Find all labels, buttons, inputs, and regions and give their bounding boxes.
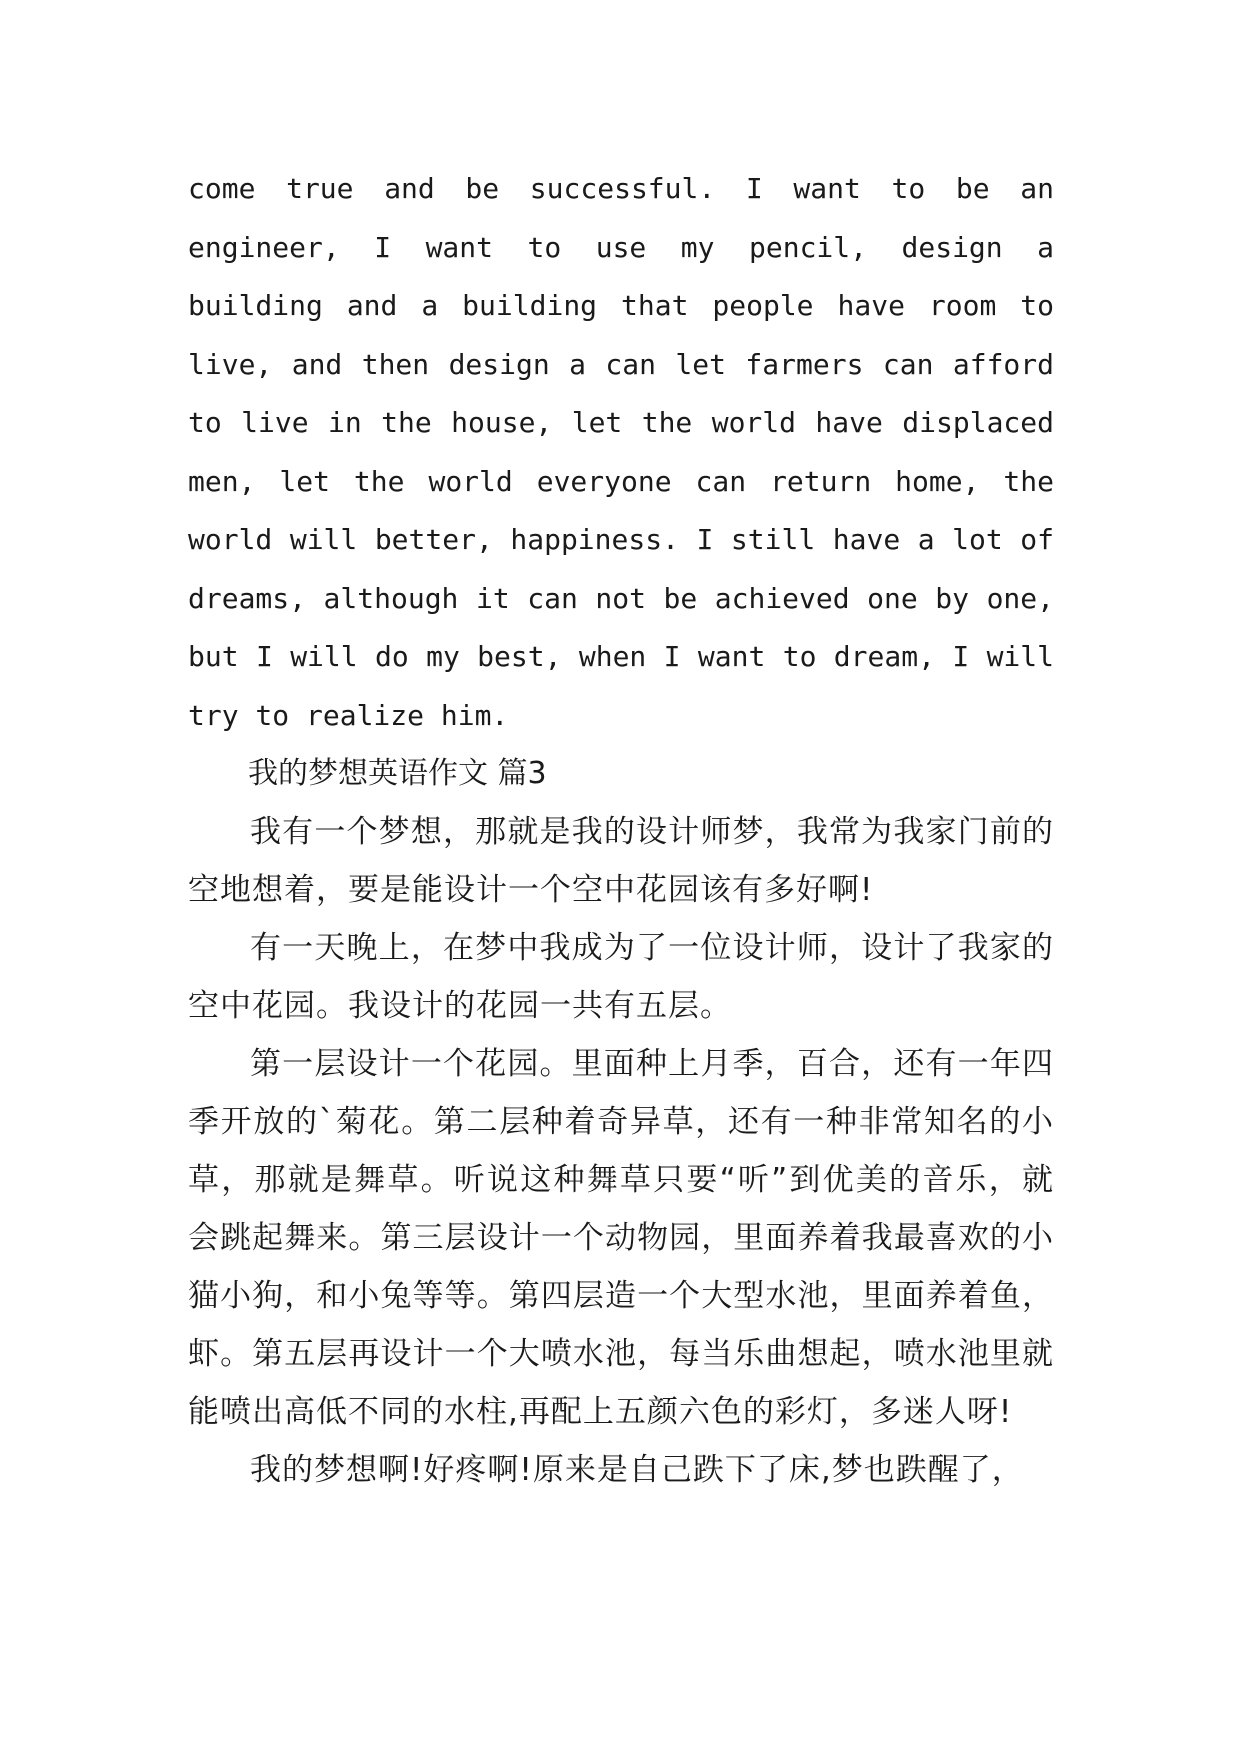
paragraph: 我有一个梦想，那就是我的设计师梦，我常为我家门前的空地想着，要是能设计一个空中花园该有多好啊! bbox=[188, 814, 1054, 908]
document-page bbox=[188, 160, 1054, 1499]
section-heading: 我的梦想英语作文 篇3 bbox=[248, 756, 547, 791]
paragraph: 第一层设计一个花园。里面种上月季，百合，还有一年四季开放的`菊花。第二层种着奇异草，还有一种非常知名的小草，那就是舞草。听说这种舞草只要“听”到优美的音乐，就会跳起舞来。第三层设计一个动物园，里面养着我最喜欢的小猫小狗，和小兔等等。第四层造一个大型水池，里面养着鱼，虾。第五层再设计一个大喷水池，每当乐曲想起，喷水池里就能喷出高低不同的水柱,再配上五颜六色的彩灯，多迷人呀! bbox=[188, 1046, 1054, 1430]
paragraph: 我的梦想啊!好疼啊!原来是自己跌下了床,梦也跌醒了， bbox=[250, 1452, 1024, 1488]
english-paragraph: come true and be successful. I want to be an engineer, I want to use my pencil, design a building and a building that people have room to live, and then design a can let farmers can afford to live in the house, let the world have displaced men, let the world everyone can return home, the world will better, happiness. I still have a lot of dreams, although it can not be achieved one by one, but I will do my best, when I want to dream, I will try to realize him. bbox=[188, 172, 1054, 732]
paragraph: 有一天晚上，在梦中我成为了一位设计师，设计了我家的空中花园。我设计的花园一共有五层。 bbox=[188, 930, 1054, 1024]
